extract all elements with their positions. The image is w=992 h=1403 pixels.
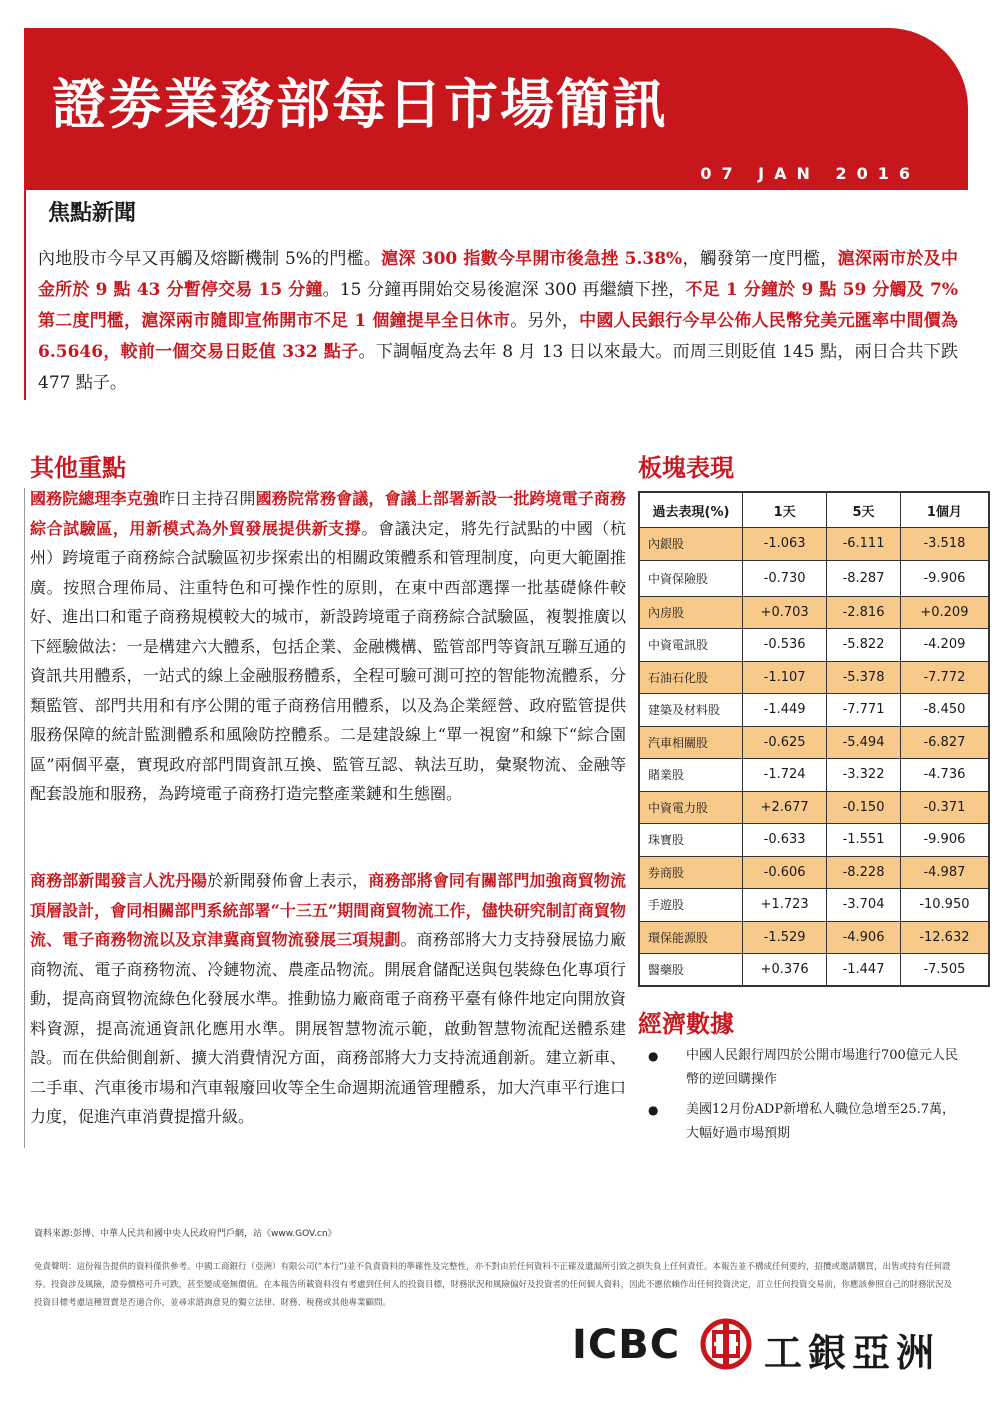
value-5d: -0.150 [827, 791, 901, 824]
value-5d: -8.228 [827, 856, 901, 889]
table-row [639, 921, 989, 954]
body-text: 。下調幅度為去年 8 月 13 日以來最大。而周三則貶值 145 點，兩日合共下跌 477 點子。 [38, 342, 958, 393]
sector-name: 內房股 [639, 596, 743, 629]
sector-name: 賭業股 [639, 759, 743, 792]
page-title: 證劵業務部每日市場簡訊 [52, 73, 668, 136]
table-row [639, 726, 989, 759]
value-1m: -4.736 [900, 759, 989, 792]
sector-name: 石油石化股 [639, 661, 743, 694]
list-item [640, 1098, 960, 1146]
header-1m: 1個月 [900, 492, 989, 528]
bullet-icon: ● [648, 1103, 659, 1117]
table-row [639, 759, 989, 792]
icbc-logo [572, 1318, 962, 1375]
table-row [639, 629, 989, 662]
data-source: 資料來源:彭博、中華人民共和國中央人民政府門戶網，站《www.GOV.cn》 [34, 1229, 337, 1239]
value-1d: -1.529 [743, 921, 827, 954]
logo-english: ICBC [572, 1322, 681, 1368]
table-header-row [639, 492, 989, 528]
sector-name: 內銀股 [639, 528, 743, 561]
report-date: 07 JAN 2016 [700, 164, 920, 183]
table-row [639, 560, 989, 596]
value-1m: -0.371 [900, 791, 989, 824]
economic-data-title: 經濟數據 [638, 1010, 734, 1038]
sector-name: 珠寶股 [639, 824, 743, 857]
value-1d: -0.606 [743, 856, 827, 889]
sector-name: 中資保險股 [639, 560, 743, 596]
value-1m: +0.209 [900, 596, 989, 629]
sector-name: 醫藥股 [639, 954, 743, 987]
body-text: 。會議決定，將先行試點的中國（杭州）跨境電子商務綜合試驗區初步探索出的相關政策體系和管理制度，向更大範圍推廣。按照合理佈局、注重特色和可操作性的原則，在東中西部選擇一批基礎條件較好、進出口和電子商務規模較大的城市，新設跨境電子商務綜合試驗區，複製推廣以下經驗做法：一是構建六大體系，包括企業、金融機構、監管部門等資訊互聯互通的資訊共用體系，一站式的線上金融服務體系，全程可驗可測可控的智能物流體系，分類監管、部門共用和有序公開的電子商務信用體系，以及為企業經營、政府監管提供服務保障的統計監測體系和風險防控體系。二是建設線上“單一視窗”和線下“綜合園區”兩個平臺，實現政府部門間資訊互換、監管互認、執法互助，彙聚物流、金融等配套設施和服務，為跨境電子商務打造完整產業鏈和生態圈。 [30, 518, 626, 803]
highlight-text: 商務部新聞發言人沈丹陽 [30, 871, 208, 890]
header-period: 過去表現(%) [639, 492, 743, 528]
sector-name: 中資電力股 [639, 791, 743, 824]
header-5d: 5天 [827, 492, 901, 528]
other-section-border [24, 488, 25, 1148]
body-text: ，觸發第一度門檻， [682, 249, 838, 269]
focus-section-border [24, 190, 26, 400]
other-highlights-paragraph-2 [30, 866, 626, 1132]
value-1d: -1.449 [743, 694, 827, 727]
sector-name: 中資電訊股 [639, 629, 743, 662]
value-1d: +0.703 [743, 596, 827, 629]
value-5d: -5.378 [827, 661, 901, 694]
value-1d: -1.724 [743, 759, 827, 792]
sector-name: 手遊股 [639, 889, 743, 922]
value-5d: -6.111 [827, 528, 901, 561]
value-5d: -4.906 [827, 921, 901, 954]
value-1m: -12.632 [900, 921, 989, 954]
econ-item-text: 中國人民銀行周四於公開市場進行700億元人民幣的逆回購操作 [686, 1048, 958, 1087]
value-5d: -3.322 [827, 759, 901, 792]
value-5d: -8.287 [827, 560, 901, 596]
sector-name: 環保能源股 [639, 921, 743, 954]
table-row [639, 824, 989, 857]
table-row [639, 856, 989, 889]
value-1m: -4.987 [900, 856, 989, 889]
value-1m: -4.209 [900, 629, 989, 662]
table-row [639, 661, 989, 694]
value-1d: -0.625 [743, 726, 827, 759]
value-1m: -7.505 [900, 954, 989, 987]
value-1m: -3.518 [900, 528, 989, 561]
value-1m: -7.772 [900, 661, 989, 694]
value-1d: +0.376 [743, 954, 827, 987]
highlight-text: 國務院常務會議，會議上部署新設一批跨境電子商務綜合試驗區，用新模式為外貿發展提供新支撐 [30, 489, 626, 538]
table-row [639, 889, 989, 922]
economic-data-list [640, 1044, 960, 1152]
bullet-icon: ● [648, 1049, 659, 1063]
value-1m: -6.827 [900, 726, 989, 759]
header-1d: 1天 [743, 492, 827, 528]
list-item [640, 1044, 960, 1092]
sector-name: 汽車相關股 [639, 726, 743, 759]
value-1d: -0.730 [743, 560, 827, 596]
value-1d: +2.677 [743, 791, 827, 824]
table-row [639, 954, 989, 987]
sector-performance-table [638, 491, 990, 987]
header-banner [24, 28, 968, 190]
value-1d: +1.723 [743, 889, 827, 922]
value-1m: -9.906 [900, 824, 989, 857]
value-5d: -3.704 [827, 889, 901, 922]
sector-name: 建築及材料股 [639, 694, 743, 727]
focus-news-body [38, 244, 958, 399]
table-row [639, 528, 989, 561]
value-5d: -7.771 [827, 694, 901, 727]
sector-name: 券商股 [639, 856, 743, 889]
highlight-text: 滬深 300 指數今早開市後急挫 5.38% [381, 249, 683, 269]
body-text: 。15 分鐘再開始交易後滬深 300 再繼續下挫， [322, 280, 686, 300]
table-body [639, 528, 989, 987]
body-text: 。商務部將大力支持發展協力廠商物流、電子商務物流、冷鏈物流、農產品物流。開展倉儲配送與包裝綠色化專項行動，提高商貿物流綠色化發展水準。推動協力廠商電子商務平臺有條件地定向開放資料資源，提高流通資訊化應用水準。開展智慧物流示範，啟動智慧物流配送體系建設。而在供給側創新、擴大消費情況方面，商務部將大力支持流通創新。建立新車、二手車、汽車後市場和汽車報廢回收等全生命週期流通管理體系，加大汽車平行進口力度，促進汽車消費提擋升級。 [30, 930, 626, 1126]
body-text: 昨日主持召開 [158, 489, 256, 508]
econ-item-text: 美國12月份ADP新增私人職位急增至25.7萬，大幅好過市場預期 [686, 1102, 956, 1141]
table-row [639, 694, 989, 727]
other-highlights-paragraph-1 [30, 484, 626, 809]
value-1m: -10.950 [900, 889, 989, 922]
focus-news-title: 焦點新聞 [48, 201, 137, 226]
value-5d: -5.822 [827, 629, 901, 662]
table-row [639, 596, 989, 629]
highlight-text: 商務部將會同有關部門加強商貿物流頂層設計，會同相關部門系統部署“十三五”期間商貿物流工作，儘快研究制訂商貿物流、電子商務物流以及京津冀商貿物流發展三項規劃 [30, 871, 626, 949]
value-5d: -1.551 [827, 824, 901, 857]
highlight-text: 中國人民銀行今早公佈人民幣兌美元匯率中間價為 6.5646，較前一個交易日貶值 332 點子 [38, 311, 959, 362]
sector-performance-title: 板塊表現 [638, 454, 734, 482]
value-5d: -5.494 [827, 726, 901, 759]
value-1d: -1.063 [743, 528, 827, 561]
value-1d: -0.633 [743, 824, 827, 857]
highlight-text: 不足 1 分鐘於 9 點 59 分觸及 7%第二度門檻，滬深兩市隨即宣佈開市不足 1 個鐘提早全日休市 [38, 280, 958, 331]
value-1d: -0.536 [743, 629, 827, 662]
value-5d: -1.447 [827, 954, 901, 987]
value-1d: -1.107 [743, 661, 827, 694]
other-highlights-title: 其他重點 [30, 454, 126, 482]
highlight-text: 滬深兩市於及中金所於 9 點 43 分暫停交易 15 分鐘 [38, 249, 959, 300]
body-text: 內地股市今早又再觸及熔斷機制 5%的門檻。 [38, 249, 382, 269]
body-text: 於新聞發佈會上表示， [207, 871, 369, 890]
highlight-text: 國務院總理李克強 [30, 489, 159, 508]
value-5d: -2.816 [827, 596, 901, 629]
value-1m: -9.906 [900, 560, 989, 596]
logo-chinese: 工銀亞洲 [764, 1331, 941, 1375]
value-1m: -8.450 [900, 694, 989, 727]
icbc-emblem-icon [700, 1318, 752, 1370]
table-row [639, 791, 989, 824]
body-text: 。另外， [510, 311, 580, 331]
disclaimer: 免責聲明：這份報告提供的資料僅供參考。中國工商銀行（亞洲）有限公司(“本行”)並不負責資料的準確性及完整性，亦不對由於任何資料不正確及遺漏所引致之損失負上任何責任。本報告並不構成任何要約，招攬或邀請購買，出售或持有任何證券。投資涉及風險，證券價格可升可跌，甚至變成毫無價值。在本報告所載資料沒有考慮到任何人的投資目標，財務狀況和風險偏好及投資者的任何個人資料，因此不應依賴作出任何投資決定，訂立任何投資交易前，你應該參照自己的財務狀況及投資目標考慮這種買賣是否適合你，並尋求諮詢意見的獨立法律、財務、稅務或其他專業顧問。 [34, 1262, 953, 1308]
